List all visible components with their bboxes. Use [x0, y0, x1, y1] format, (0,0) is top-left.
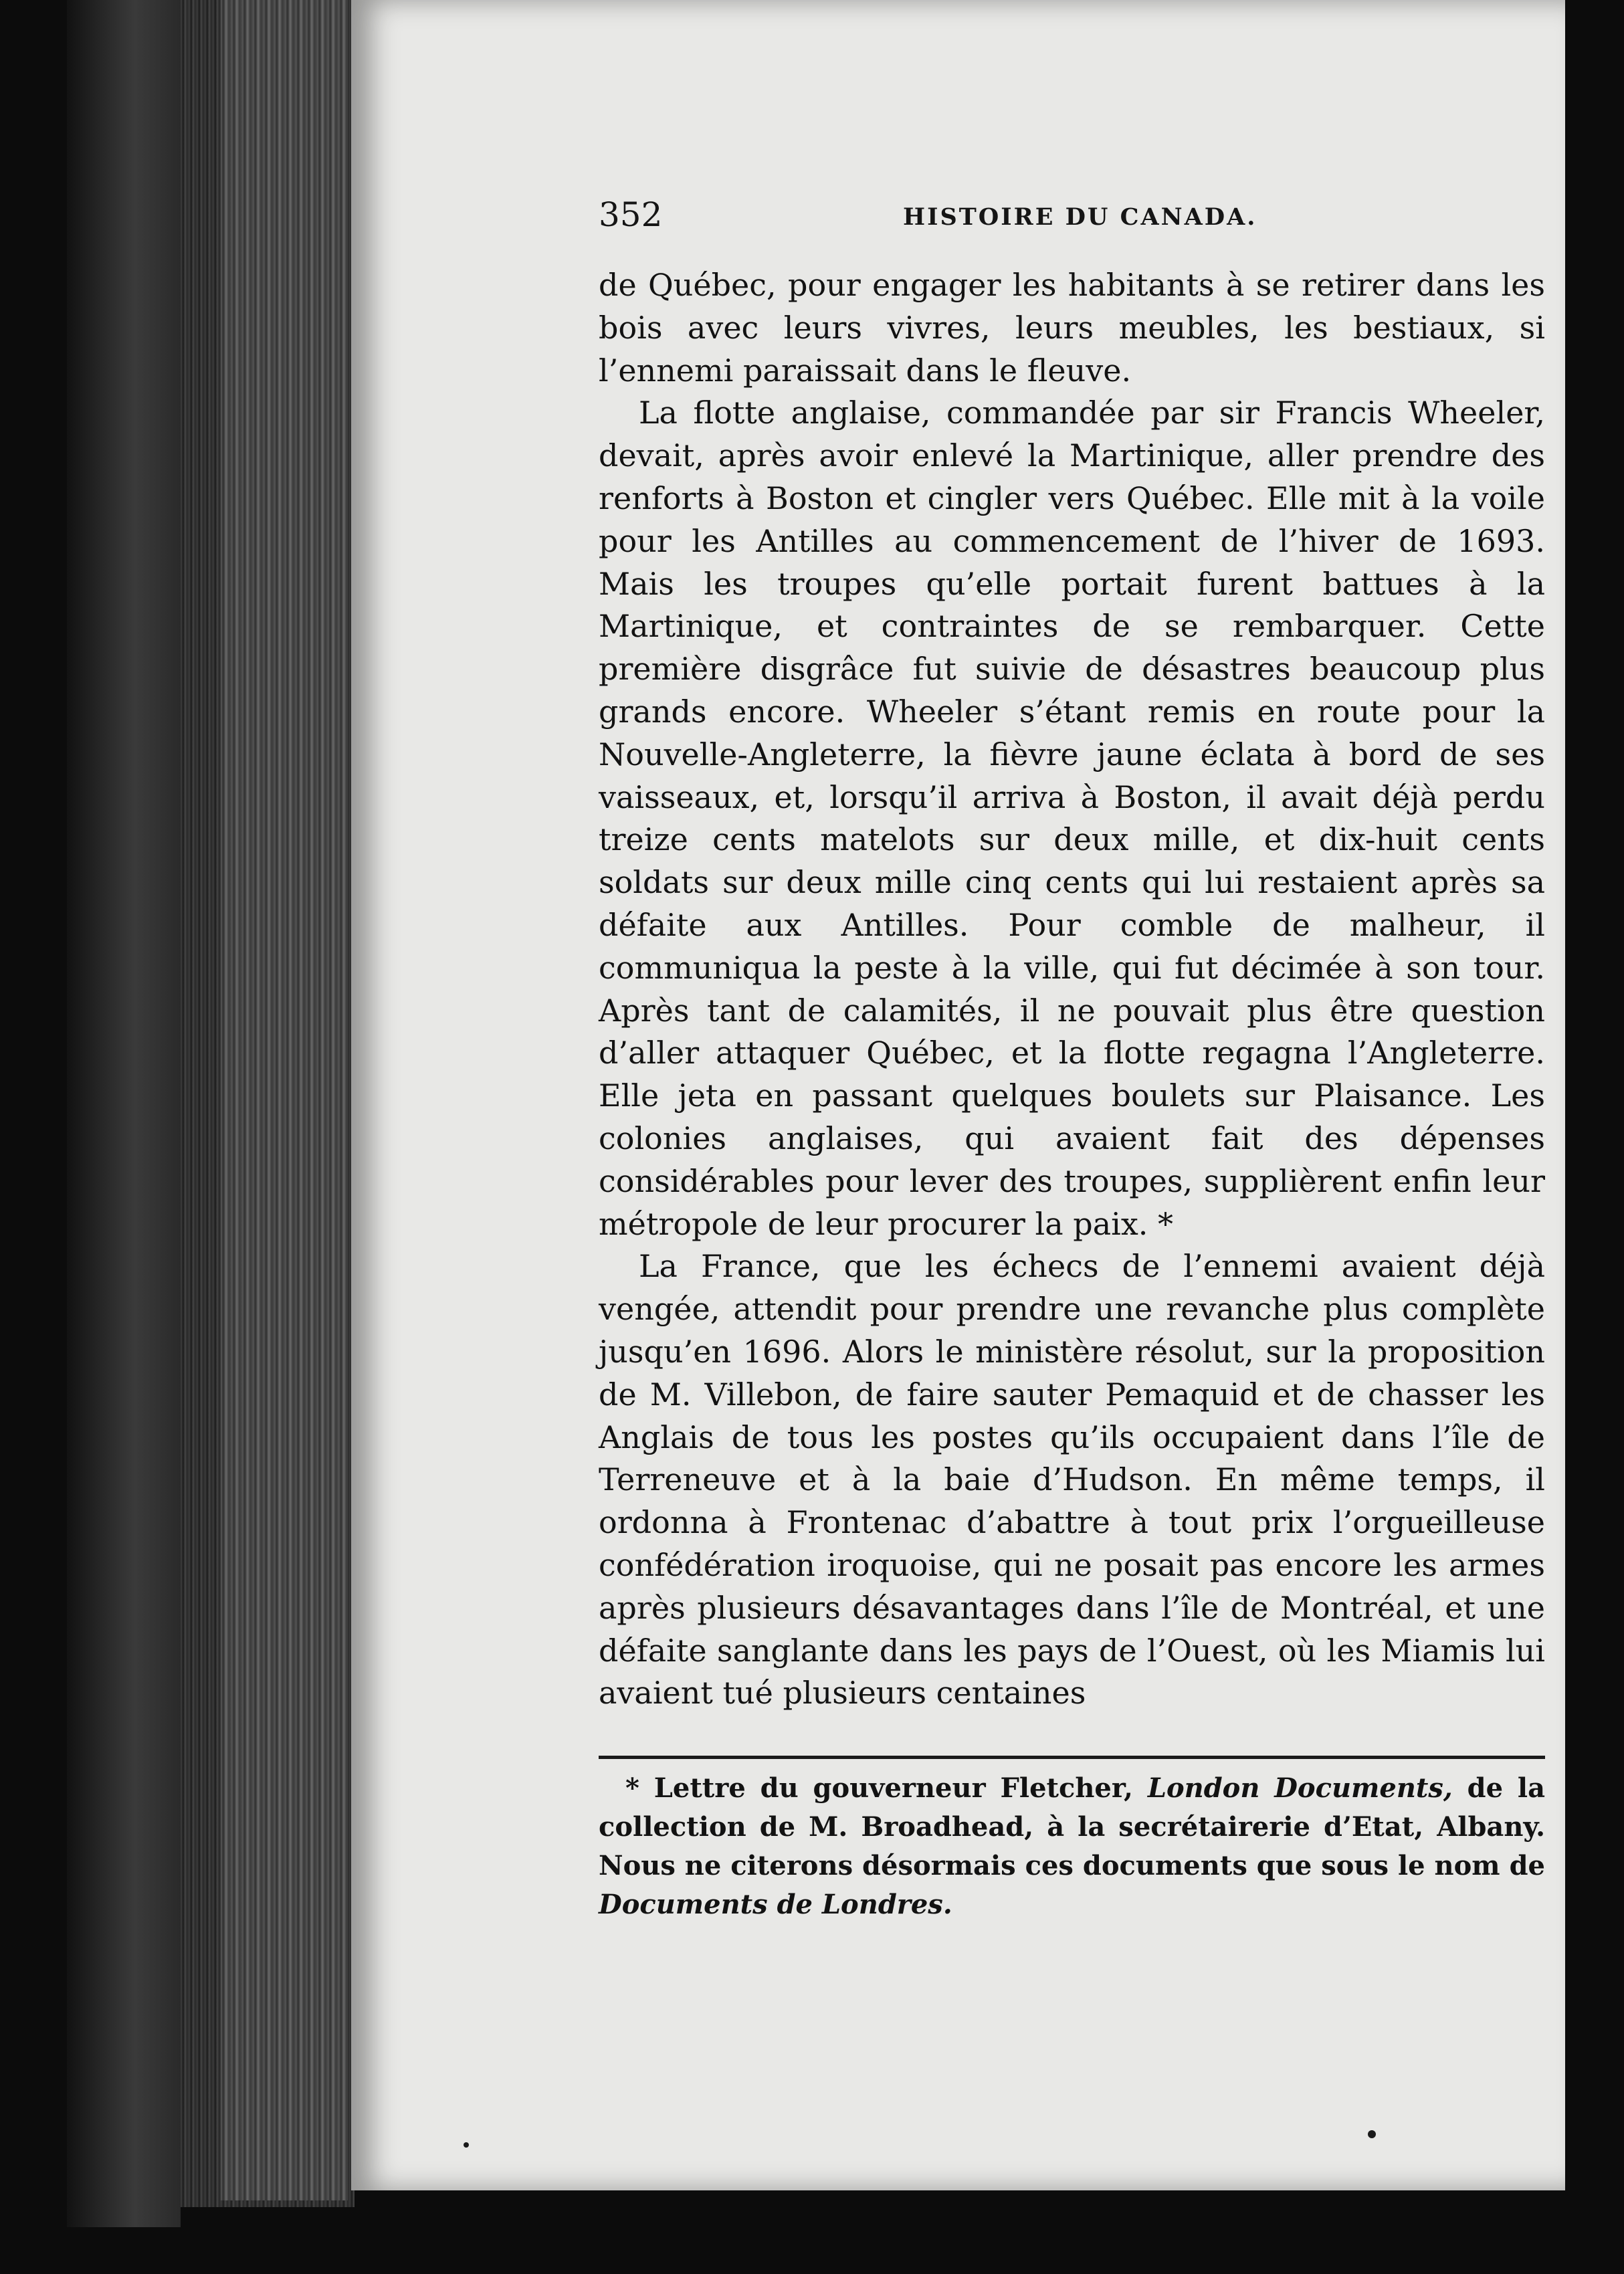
ink-speck — [464, 2142, 469, 2148]
ink-speck — [1368, 2130, 1376, 2138]
footnote-text: Lettre du gouverneur Fletcher, — [653, 1772, 1133, 1804]
page-edges — [221, 0, 348, 2200]
book-edge-shadow — [67, 0, 181, 2227]
page-number: 352 — [599, 195, 663, 234]
footnote-marker: * — [625, 1772, 639, 1804]
page-header — [599, 195, 1448, 242]
footnote-italic: Documents de Londres. — [599, 1889, 952, 1920]
footnote — [599, 1769, 1545, 1924]
paragraph: La France, que les échecs de l’ennemi avaient déjà vengée, attendit pour prendre une revanche plus complète jusqu’en 1696. Alors le ministère résolut, sur la proposition de M. Villebon, de faire sauter Pemaquid et de chasser les Anglais de tous les postes qu’ils occupaient dans l’île de Terreneuve et à la baie d’Hudson. En même temps, il ordonna à Frontenac d’abattre à tout prix l’orgueilleuse confédération iroquoise, qui ne posait pas encore les armes après plusieurs désavantages dans l’île de Montréal, et une défaite sanglante dans les pays de l’Ouest, où les Miamis lui avaient tué plusieurs centaines — [599, 1248, 1545, 1712]
footnote-text: de la collection de M. Broadhead, à la secrétairerie d’Etat, Albany. Nous ne citerons désormais ces documents que sous le nom de — [599, 1772, 1546, 1881]
footnote-italic: London Documents, — [1147, 1772, 1453, 1804]
paragraph: La flotte anglaise, commandée par sir Francis Wheeler, devait, après avoir enlevé la Martinique, aller prendre des renforts à Boston et cingler vers Québec. Elle mit à la voile pour les Antilles au commencement de l’hiver de 1693. Mais les troupes qu’elle portait furent battues à la Martinique, et contraintes de se rembarquer. Cette première disgrâce fut suivie de désastres beaucoup plus grands encore. Wheeler s’étant remis en route pour la Nouvelle-Angleterre, la fièvre jaune éclata à bord de ses vaisseaux, et, lorsqu’il arriva à Boston, il avait déjà perdu treize cents matelots sur deux mille, et dix-huit cents soldats sur deux mille cinq cents qui lui restaient après sa défaite aux Antilles. Pour comble de malheur, il communiqua la peste à la ville, qui fut décimée à son tour. Après tant de calamités, il ne pouvait plus être question d’aller attaquer Québec, et la flotte regagna l’Angleterre. Elle jeta en passant quelques boulets sur Plaisance. Les colonies anglaises, qui avaient fait des dépenses considérables pour lever des troupes, supplièrent enfin leur métropole de leur procurer la paix. * — [599, 395, 1545, 1242]
body-text — [599, 264, 1545, 1715]
paragraph: de Québec, pour engager les habitants à se retirer dans les bois avec leurs vivres, leurs meubles, les bestiaux, si l’ennemi paraissait dans le fleuve. — [599, 267, 1545, 389]
footnote-rule — [599, 1756, 1545, 1759]
running-title: HISTOIRE DU CANADA. — [903, 203, 1257, 231]
